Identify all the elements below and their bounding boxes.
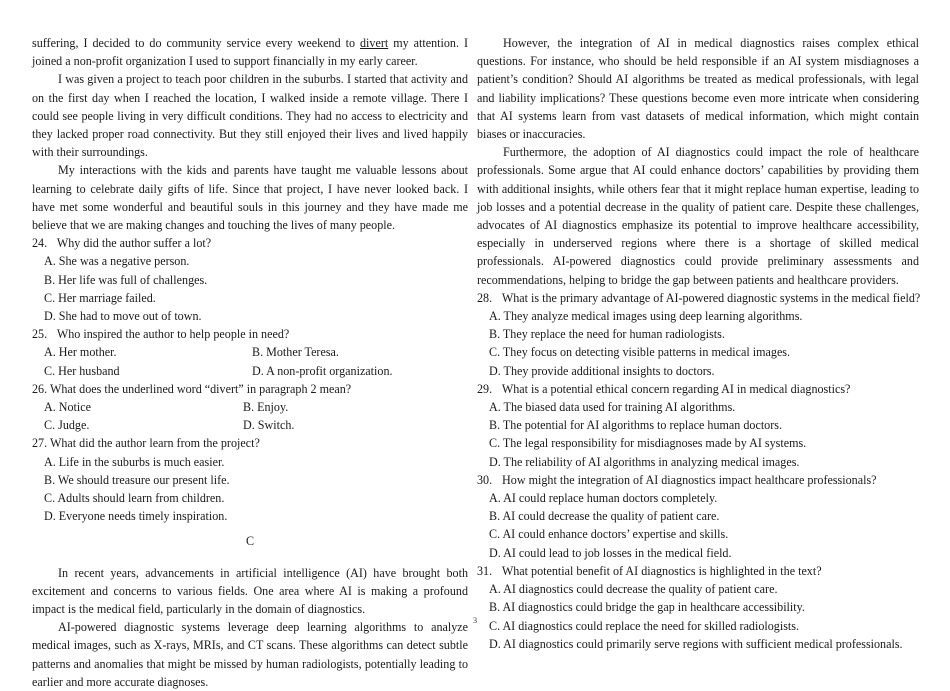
- question-29: [477, 380, 919, 398]
- question-31-option-d[interactable]: D. AI diagnostics could primarily serve regions with sufficient medical professionals.: [489, 636, 903, 651]
- question-27-stem: What did the author learn from the project?: [49, 436, 260, 451]
- left-column: [32, 34, 468, 691]
- spacer-after-section-c: [32, 551, 468, 564]
- question-28-option-a[interactable]: A. They analyze medical images using deep learning algorithms.: [489, 309, 803, 324]
- question-24-option-c[interactable]: C. Her marriage failed.: [44, 290, 156, 305]
- question-25-stem: Who inspired the author to help people in need?: [56, 327, 290, 342]
- question-30-stem: How might the integration of AI diagnostics impact healthcare professionals?: [502, 472, 877, 487]
- question-31-option-b[interactable]: B. AI diagnostics could bridge the gap in healthcare accessibility.: [489, 600, 805, 615]
- question-29-option-c[interactable]: C. The legal responsibility for misdiagnoses made by AI systems.: [489, 436, 807, 451]
- underlined-word-divert: divert: [360, 36, 389, 50]
- paragraph-suffering-after: my attention. I joined a non-profit organization I used to support financially in my early career.: [32, 36, 468, 69]
- question-24: [32, 234, 468, 252]
- question-25: [32, 325, 468, 343]
- question-26-option-a[interactable]: A. Notice: [44, 400, 92, 415]
- question-25-option-a[interactable]: A. Her mother.: [44, 345, 117, 360]
- question-30: [477, 471, 919, 489]
- question-31-number: 31.: [477, 563, 493, 578]
- question-30-option-c[interactable]: C. AI could enhance doctors’ expertise and skills.: [489, 527, 729, 542]
- question-26-option-row-2: [32, 416, 468, 434]
- question-27: [32, 434, 468, 452]
- question-24-option-d[interactable]: D. She had to move out of town.: [44, 309, 202, 324]
- question-26-number: 26.: [32, 381, 48, 396]
- question-24-number: 24.: [32, 236, 48, 251]
- passage-section-marker-c: C: [245, 534, 255, 549]
- paragraph-ai-powered: AI-powered diagnostic systems leverage deep learning algorithms to analyze medical images, such as X-rays, MRIs, and CT scans. These algorithms can detect subtle patterns and anomalies that might be missed by human radiologists, potentially leading to earlier and more accurate diagnoses.: [32, 620, 468, 689]
- paragraph-interactions: My interactions with the kids and parents have taught me valuable lessons about learning to celebrate daily gifts of life. Since that project, I have never looked back. I have met some wonderful and beautiful souls in this journey and they have made me believe that we are making changes and touching the lives of many people.: [32, 163, 468, 233]
- question-31-stem: What potential benefit of AI diagnostics is highlighted in the text?: [501, 563, 822, 578]
- question-24-option-b[interactable]: B. Her life was full of challenges.: [44, 272, 208, 287]
- question-26-option-row-1: [32, 398, 468, 416]
- question-29-number: 29.: [477, 381, 493, 396]
- question-27-option-b[interactable]: B. We should treasure our present life.: [44, 472, 230, 487]
- question-26-stem: What does the underlined word “divert” in paragraph 2 mean?: [49, 381, 352, 396]
- question-24-stem: Why did the author suffer a lot?: [56, 236, 212, 251]
- question-25-number: 25.: [32, 327, 48, 342]
- paragraph-suffering-before: suffering, I decided to do community service every weekend to: [32, 36, 360, 50]
- paragraph-furthermore: Furthermore, the adoption of AI diagnostics could impact the role of healthcare professionals. Some argue that AI could enhance doctors’ capabilities by providing them with additional insights, while others fear that it might replace human expertise, leading to job losses and a potential decrease in the quality of patient care. Despite these challenges, advocates of AI diagnostics emphasize its potential to improve healthcare accessibility, especially in underserved regions where there is a shortage of skilled medical professionals. AI-powered diagnostics could provide preliminary assessments and recommendations, helping to bridge the gap between patients and healthcare providers.: [477, 145, 919, 287]
- question-25-option-d[interactable]: D. A non-profit organization.: [252, 363, 393, 378]
- question-28-option-b[interactable]: B. They replace the need for human radiologists.: [489, 327, 725, 342]
- question-27-number: 27.: [32, 436, 48, 451]
- question-26-option-b[interactable]: B. Enjoy.: [243, 400, 289, 415]
- question-25-option-row-1: [32, 343, 468, 361]
- spacer-before-section-c: [32, 525, 468, 532]
- question-28-option-c[interactable]: C. They focus on detecting visible patterns in medical images.: [489, 345, 791, 360]
- right-column: [477, 34, 919, 653]
- question-27-option-c[interactable]: C. Adults should learn from children.: [44, 491, 225, 506]
- question-29-option-b[interactable]: B. The potential for AI algorithms to replace human doctors.: [489, 418, 782, 433]
- question-30-option-b[interactable]: B. AI could decrease the quality of patient care.: [489, 509, 720, 524]
- question-30-number: 30.: [477, 472, 493, 487]
- question-31: [477, 562, 919, 580]
- paragraph-project: I was given a project to teach poor children in the suburbs. I started that activity and on the first day when I reached the location, I walked inside a remote village. There I could see people living in very difficult conditions. They had no access to electricity and they lacked proper road connectivity. But they still enjoyed their lives and lived happily with their surroundings.: [32, 72, 468, 160]
- question-29-stem: What is a potential ethical concern regarding AI in medical diagnostics?: [501, 381, 851, 396]
- question-28-option-d[interactable]: D. They provide additional insights to doctors.: [489, 363, 715, 378]
- question-25-option-b[interactable]: B. Mother Teresa.: [252, 345, 339, 360]
- question-30-option-a[interactable]: A. AI could replace human doctors completely.: [489, 491, 718, 506]
- question-27-option-a[interactable]: A. Life in the suburbs is much easier.: [44, 454, 225, 469]
- question-27-option-d[interactable]: D. Everyone needs timely inspiration.: [44, 509, 228, 524]
- question-31-option-c[interactable]: C. AI diagnostics could replace the need for skilled radiologists.: [489, 618, 799, 633]
- question-30-option-d[interactable]: D. AI could lead to job losses in the medical field.: [489, 545, 732, 560]
- question-24-option-a[interactable]: A. She was a negative person.: [44, 254, 190, 269]
- question-26-option-d[interactable]: D. Switch.: [243, 418, 295, 433]
- question-31-option-a[interactable]: A. AI diagnostics could decrease the quality of patient care.: [489, 582, 778, 597]
- question-26: [32, 380, 468, 398]
- question-28: [477, 289, 919, 307]
- paragraph-suffering: [32, 34, 468, 70]
- paragraph-recent-years: In recent years, advancements in artificial intelligence (AI) have brought both excitement and concerns to various fields. One area where AI is making a profound impact is the medical field, particularly in the domain of diagnostics.: [32, 565, 468, 617]
- question-28-number: 28.: [477, 290, 493, 305]
- question-29-option-a[interactable]: A. The biased data used for training AI algorithms.: [489, 400, 736, 415]
- paragraph-however: However, the integration of AI in medical diagnostics raises complex ethical questions. For instance, who should be held responsible if an AI system misdiagnoses a patient’s condition? Should AI algorithms be treated as medical professionals, with legal and liability implications? These questions become even more intricate when considering that AI systems learn from vast datasets of medical information, which might contain biases or inaccuracies.: [477, 36, 919, 142]
- question-26-option-c[interactable]: C. Judge.: [44, 418, 90, 433]
- page-number: 3: [472, 615, 478, 625]
- question-29-option-d[interactable]: D. The reliability of AI algorithms in analyzing medical images.: [489, 454, 800, 469]
- question-28-stem: What is the primary advantage of AI-powered diagnostic systems in the medical field?: [501, 290, 921, 305]
- question-25-option-row-2: [32, 362, 468, 380]
- question-25-option-c[interactable]: C. Her husband: [44, 363, 120, 378]
